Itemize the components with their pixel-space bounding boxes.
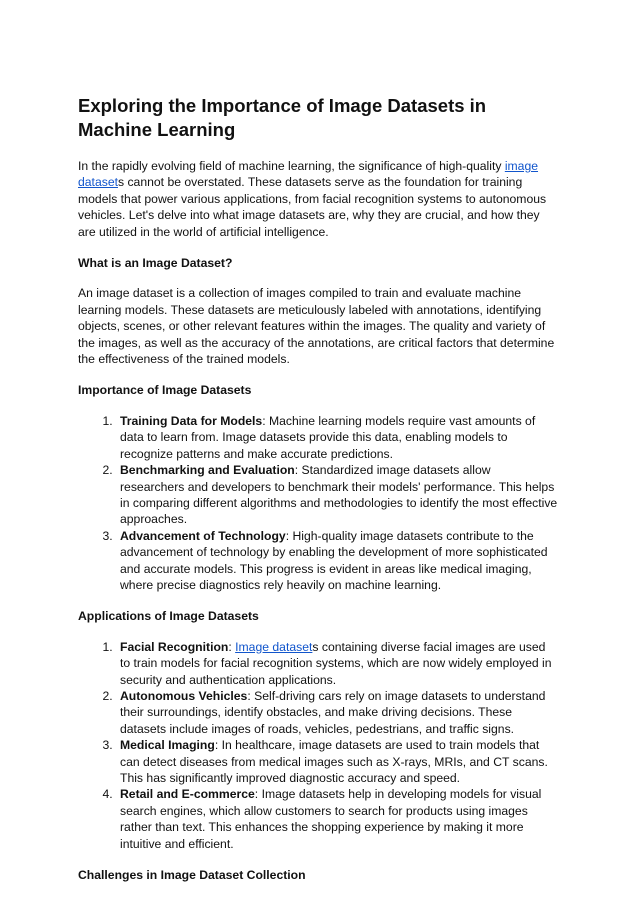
image-dataset-link[interactable]: image dataset	[78, 159, 539, 190]
list-item-term: Advancement of Technology	[120, 528, 286, 543]
list-item-text: s containing diverse facial images are used to train models for facial recognition systems, which are now widely employed in security and authentication applications.	[120, 639, 552, 687]
list-item-term: Benchmarking and Evaluation	[120, 463, 295, 478]
list-item	[116, 462, 558, 528]
list-item	[116, 413, 558, 462]
applications-list	[78, 639, 558, 852]
intro-text-before: In the rapidly evolving field of machine learning, the significance of high-quality	[78, 159, 505, 173]
list-item-term: Retail and E-commerce	[120, 787, 255, 802]
list-item-text: : High-quality image datasets contribute to the advancement of technology by enabling the development of more sophisticated and accurate models. This progress is evident in areas like medical imaging, where precise diagnostics rely heavily on machine learning.	[120, 528, 548, 592]
image-dataset-link[interactable]: Image dataset	[235, 639, 313, 654]
list-item-text: : Standardized image datasets allow researchers and developers to benchmark their models' performance. This helps in comparing different algorithms and methodologies to identify the most effective approaches.	[120, 463, 558, 527]
importance-list	[78, 413, 558, 593]
intro-text-after: s cannot be overstated. These datasets serve as the foundation for training models that power various applications, from facial recognition systems to autonomous vehicles. Let's delve into what image datasets are, why they are crucial, and how they are utilized in the world of artificial intelligence.	[78, 175, 547, 239]
list-item-text: : Image datasets help in developing models for visual search engines, which allow customers to search for products using images rather than text. This enhances the shopping experience by making it more intuitive and efficient.	[120, 787, 542, 851]
list-item-sep: :	[228, 639, 236, 654]
applications-heading: Applications of Image Datasets	[78, 609, 259, 624]
list-item	[116, 688, 558, 737]
list-item	[116, 528, 558, 594]
page-title: Exploring the Importance of Image Datasets in Machine Learning	[78, 95, 487, 140]
list-item-term: Medical Imaging	[120, 738, 215, 753]
list-item-term: Training Data for Models	[120, 413, 263, 428]
challenges-heading: Challenges in Image Dataset Collection	[78, 868, 306, 883]
what-is-heading: What is an Image Dataset?	[78, 256, 233, 271]
list-item-term: Autonomous Vehicles	[120, 688, 248, 703]
list-item-text: : Machine learning models require vast amounts of data to learn from. Image datasets provide this data, enabling models to recognize patterns and make accurate predictions.	[120, 413, 536, 461]
list-item-text: : Self-driving cars rely on image datasets to understand their surroundings, identify obstacles, and make driving decisions. These datasets include images of roads, vehicles, pedestrians, and traffic signs.	[120, 688, 546, 736]
what-is-paragraph: An image dataset is a collection of images compiled to train and evaluate machine learning models. These datasets are meticulously labeled with annotations, identifying objects, scenes, or other relevant features within the images. The quality and variety of the images, as well as the accuracy of the annotations, are critical factors that determine the effectiveness of the trained models.	[78, 286, 555, 367]
list-item-text: : In healthcare, image datasets are used to train models that can detect diseases from medical images such as X-rays, MRIs, and CT scans. This has significantly improved diagnostic accuracy and speed.	[120, 738, 548, 785]
list-item	[116, 639, 558, 688]
list-item-term: Facial Recognition	[120, 639, 229, 654]
list-item	[116, 737, 558, 786]
intro-paragraph	[78, 158, 558, 240]
list-item	[116, 786, 558, 852]
importance-heading: Importance of Image Datasets	[78, 383, 252, 398]
